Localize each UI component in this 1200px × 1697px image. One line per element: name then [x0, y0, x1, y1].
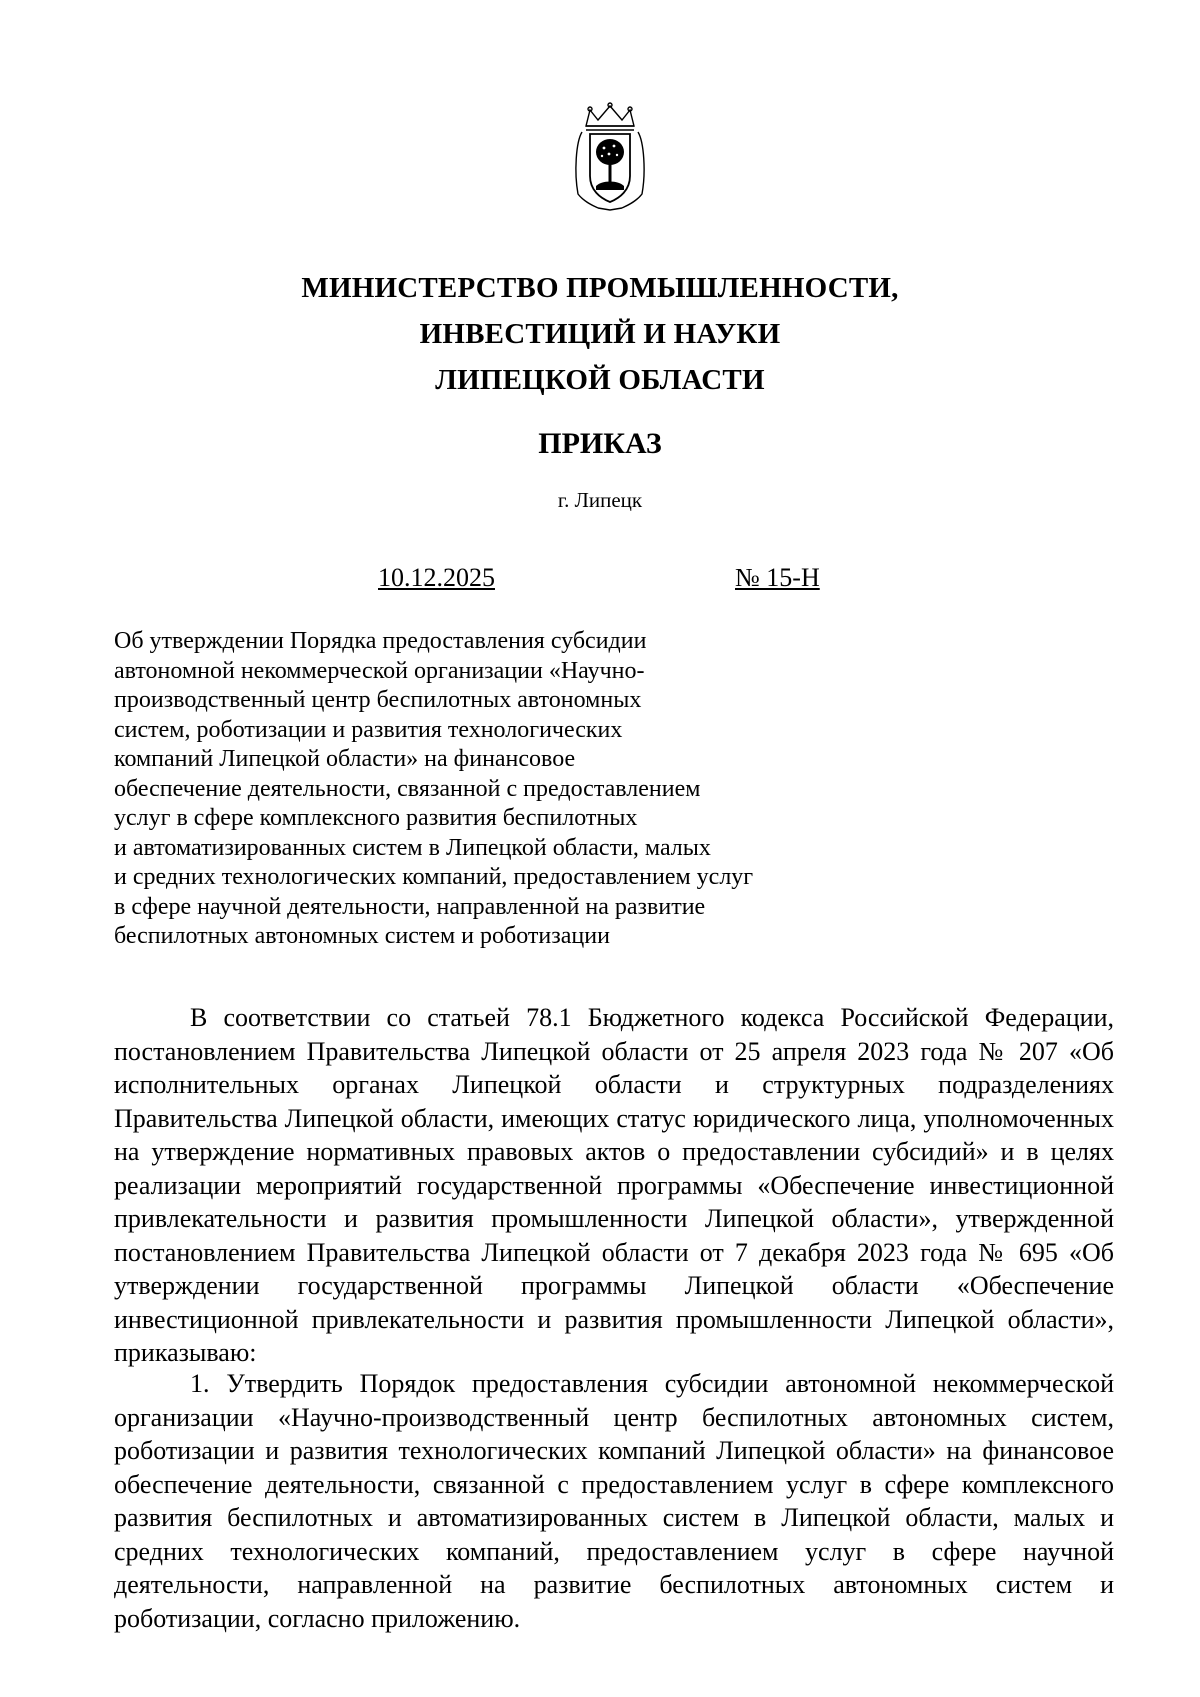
- order-item-1: 1. Утвердить Порядок предоставления субсидии автономной некоммерческой организации «Научно-производственный центр беспилотных автономных систем, роботизации и развития технологических компаний Липецкой области» на финансовое обеспечение деятельности, связанной с предоставлением услуг в сфере комплексного развития беспилотных и автоматизированных систем в Липецкой области, малых и средних технологических компаний, предоставлением услуг в сфере научной деятельности, направленной на развитие беспилотных автономных систем и роботизации, согласно приложению.: [114, 1369, 1114, 1633]
- subject-line: беспилотных автономных систем и роботизации: [114, 923, 610, 949]
- ministry-line-2: ИНВЕСТИЦИЙ И НАУКИ: [419, 318, 781, 350]
- ministry-line-3: ЛИПЕЦКОЙ ОБЛАСТИ: [435, 364, 765, 396]
- document-number: № 15-Н: [735, 563, 820, 592]
- ministry-line-1: МИНИСТЕРСТВО ПРОМЫШЛЕННОСТИ,: [301, 272, 899, 304]
- subject-line: систем, роботизации и развития технологических: [114, 716, 623, 743]
- document-subject: [114, 627, 794, 952]
- lipetsk-coat-of-arms-icon: [568, 102, 652, 212]
- document-city: г. Липецк: [557, 488, 643, 512]
- document-type-title: ПРИКАЗ: [538, 427, 662, 460]
- subject-line: услуг в сфере комплексного развития беспилотных: [114, 805, 638, 831]
- ministry-name: [0, 265, 1200, 403]
- subject-line: и автоматизированных систем в Липецкой области, малых: [114, 834, 711, 861]
- subject-line: Об утверждении Порядка предоставления субсидии: [114, 628, 647, 654]
- subject-line: и средних технологических компаний, предоставлением услуг: [114, 864, 754, 890]
- document-date: 10.12.2025: [378, 563, 495, 592]
- subject-line: автономной некоммерческой организации «Научно-: [114, 657, 645, 684]
- preamble-paragraph: В соответствии со статьей 78.1 Бюджетного кодекса Российской Федерации, постановлением Правительства Липецкой области от 25 апреля 2023 года № 207 «Об исполнительных органах Липецкой области и структурных подразделениях Правительства Липецкой области, имеющих статус юридического лица, уполномоченных на утверждение нормативных правовых актов о предоставлении субсидий» и в целях реализации мероприятий государственной программы «Обеспечение инвестиционной привлекательности и развития промышленности Липецкой области», утвержденной постановлением Правительства Липецкой области от 7 декабря 2023 года № 695 «Об утверждении государственной программы Липецкой области «Обеспечение инвестиционной привлекательности и развития промышленности Липецкой области», приказываю:: [114, 1003, 1114, 1367]
- subject-line: обеспечение деятельности, связанной с предоставлением: [114, 775, 701, 802]
- subject-line: производственный центр беспилотных автономных: [114, 687, 642, 713]
- subject-line: компаний Липецкой области» на финансовое: [114, 746, 576, 772]
- subject-line: в сфере научной деятельности, направленной на развитие: [114, 893, 706, 920]
